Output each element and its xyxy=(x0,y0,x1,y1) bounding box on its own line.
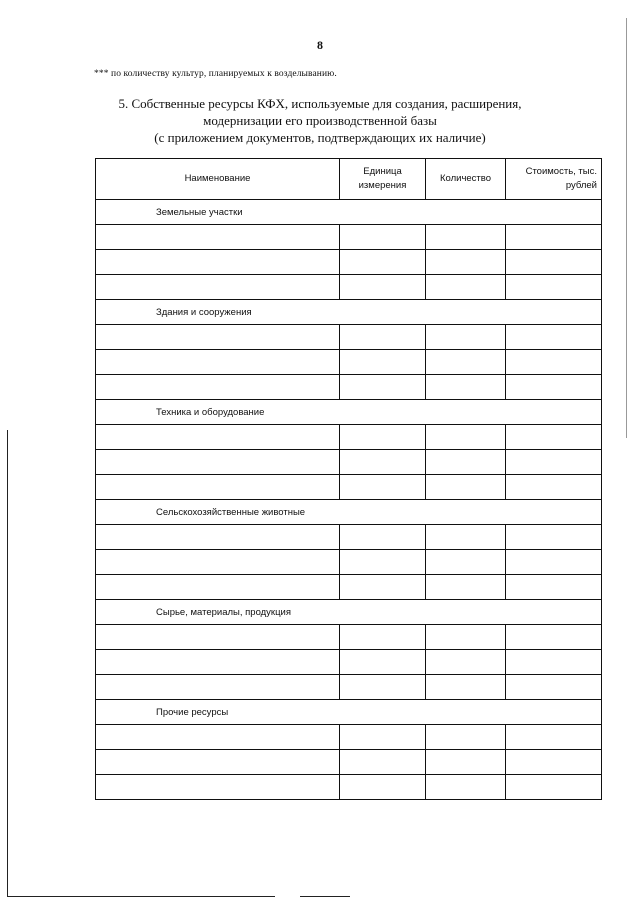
header-cost-line-1: Стоимость, тыс. xyxy=(525,166,597,177)
scan-edge-left xyxy=(7,430,8,897)
table-row[interactable] xyxy=(96,750,602,775)
cell-name[interactable] xyxy=(96,450,340,475)
cell-quantity[interactable] xyxy=(426,375,506,400)
header-unit-line-2: измерения xyxy=(358,180,407,191)
cell-cost[interactable] xyxy=(506,275,602,300)
cell-name[interactable] xyxy=(96,350,340,375)
group-label: Земельные участки xyxy=(96,200,602,225)
cell-cost[interactable] xyxy=(506,250,602,275)
cell-unit[interactable] xyxy=(340,675,426,700)
cell-unit[interactable] xyxy=(340,275,426,300)
cell-quantity[interactable] xyxy=(426,325,506,350)
table-row[interactable] xyxy=(96,450,602,475)
cell-quantity[interactable] xyxy=(426,250,506,275)
cell-quantity[interactable] xyxy=(426,725,506,750)
cell-quantity[interactable] xyxy=(426,675,506,700)
cell-unit[interactable] xyxy=(340,350,426,375)
cell-cost[interactable] xyxy=(506,750,602,775)
table-row[interactable] xyxy=(96,375,602,400)
cell-name[interactable] xyxy=(96,425,340,450)
cell-unit[interactable] xyxy=(340,650,426,675)
table-row[interactable] xyxy=(96,525,602,550)
group-row-equipment xyxy=(96,400,602,425)
group-label: Техника и оборудование xyxy=(96,400,602,425)
group-label: Сельскохозяйственные животные xyxy=(96,500,602,525)
table-row[interactable] xyxy=(96,350,602,375)
cell-cost[interactable] xyxy=(506,625,602,650)
cell-quantity[interactable] xyxy=(426,575,506,600)
cell-name[interactable] xyxy=(96,750,340,775)
header-quantity: Количество xyxy=(426,159,506,200)
cell-quantity[interactable] xyxy=(426,525,506,550)
cell-unit[interactable] xyxy=(340,450,426,475)
cell-cost[interactable] xyxy=(506,350,602,375)
group-label: Прочие ресурсы xyxy=(96,700,602,725)
table-header-row xyxy=(96,159,602,200)
table-row[interactable] xyxy=(96,725,602,750)
scan-edge-bottom-fragment xyxy=(300,896,350,897)
cell-unit[interactable] xyxy=(340,550,426,575)
header-name: Наименование xyxy=(96,159,340,200)
table-row[interactable] xyxy=(96,425,602,450)
section-title-line-1: 5. Собственные ресурсы КФХ, используемые для создания, расширения, xyxy=(118,96,522,111)
cell-cost[interactable] xyxy=(506,650,602,675)
group-row-buildings xyxy=(96,300,602,325)
cell-quantity[interactable] xyxy=(426,450,506,475)
cell-cost[interactable] xyxy=(506,450,602,475)
cell-unit[interactable] xyxy=(340,425,426,450)
cell-name[interactable] xyxy=(96,375,340,400)
section-title xyxy=(60,95,580,146)
cell-unit[interactable] xyxy=(340,750,426,775)
cell-name[interactable] xyxy=(96,675,340,700)
cell-name[interactable] xyxy=(96,650,340,675)
cell-unit[interactable] xyxy=(340,325,426,350)
table-row[interactable] xyxy=(96,575,602,600)
table-row[interactable] xyxy=(96,475,602,500)
scan-edge-right xyxy=(626,18,627,438)
cell-quantity[interactable] xyxy=(426,750,506,775)
table-row[interactable] xyxy=(96,625,602,650)
table-row[interactable] xyxy=(96,275,602,300)
table-row[interactable] xyxy=(96,775,602,800)
cell-unit[interactable] xyxy=(340,725,426,750)
cell-unit[interactable] xyxy=(340,575,426,600)
cell-name[interactable] xyxy=(96,775,340,800)
cell-unit[interactable] xyxy=(340,775,426,800)
cell-name[interactable] xyxy=(96,325,340,350)
group-row-other xyxy=(96,700,602,725)
group-row-animals xyxy=(96,500,602,525)
page-number: 8 xyxy=(317,38,323,52)
cell-quantity[interactable] xyxy=(426,650,506,675)
cell-unit[interactable] xyxy=(340,225,426,250)
cell-name[interactable] xyxy=(96,475,340,500)
cell-unit[interactable] xyxy=(340,375,426,400)
cell-quantity[interactable] xyxy=(426,275,506,300)
resources-table xyxy=(95,158,602,800)
cell-quantity[interactable] xyxy=(426,550,506,575)
cell-unit[interactable] xyxy=(340,525,426,550)
cell-cost[interactable] xyxy=(506,425,602,450)
cell-name[interactable] xyxy=(96,250,340,275)
cell-cost[interactable] xyxy=(506,575,602,600)
cell-cost[interactable] xyxy=(506,775,602,800)
cell-name[interactable] xyxy=(96,725,340,750)
group-label: Сырье, материалы, продукция xyxy=(96,600,602,625)
section-title-line-3: (с приложением документов, подтверждающих их наличие) xyxy=(154,130,486,145)
cell-quantity[interactable] xyxy=(426,625,506,650)
header-cost xyxy=(506,159,602,200)
table-row[interactable] xyxy=(96,675,602,700)
cell-name[interactable] xyxy=(96,225,340,250)
cell-quantity[interactable] xyxy=(426,475,506,500)
cell-cost[interactable] xyxy=(506,325,602,350)
header-unit xyxy=(340,159,426,200)
table-row[interactable] xyxy=(96,325,602,350)
cell-cost[interactable] xyxy=(506,550,602,575)
cell-cost[interactable] xyxy=(506,475,602,500)
cell-unit[interactable] xyxy=(340,250,426,275)
cell-cost[interactable] xyxy=(506,525,602,550)
table-row[interactable] xyxy=(96,225,602,250)
table-row[interactable] xyxy=(96,550,602,575)
cell-cost[interactable] xyxy=(506,675,602,700)
footnote: *** по количеству культур, планируемых к возделыванию. xyxy=(94,69,337,79)
cell-name[interactable] xyxy=(96,525,340,550)
cell-name[interactable] xyxy=(96,575,340,600)
cell-unit[interactable] xyxy=(340,625,426,650)
group-row-materials xyxy=(96,600,602,625)
cell-quantity[interactable] xyxy=(426,350,506,375)
table-row[interactable] xyxy=(96,650,602,675)
header-cost-line-2: рублей xyxy=(565,180,597,191)
cell-cost[interactable] xyxy=(506,725,602,750)
scan-edge-bottom xyxy=(7,896,275,897)
header-unit-line-1: Единица xyxy=(363,166,402,177)
cell-name[interactable] xyxy=(96,625,340,650)
cell-name[interactable] xyxy=(96,275,340,300)
cell-quantity[interactable] xyxy=(426,775,506,800)
cell-name[interactable] xyxy=(96,550,340,575)
table-row[interactable] xyxy=(96,250,602,275)
cell-unit[interactable] xyxy=(340,475,426,500)
cell-cost[interactable] xyxy=(506,225,602,250)
group-label: Здания и сооружения xyxy=(96,300,602,325)
cell-cost[interactable] xyxy=(506,375,602,400)
section-title-line-2: модернизации его производственной базы xyxy=(203,113,437,128)
cell-quantity[interactable] xyxy=(426,425,506,450)
group-row-land xyxy=(96,200,602,225)
cell-quantity[interactable] xyxy=(426,225,506,250)
